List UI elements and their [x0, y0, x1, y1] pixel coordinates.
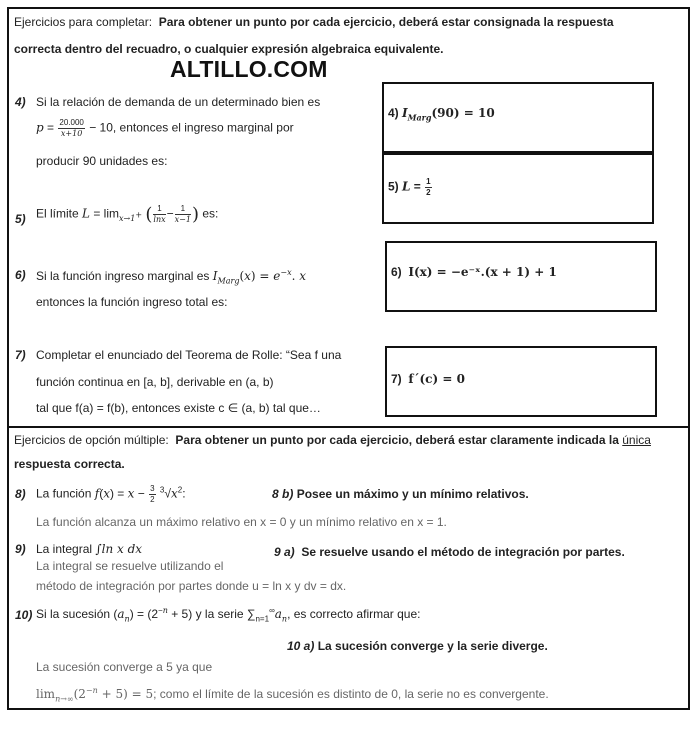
q4-number: 4)	[15, 95, 26, 109]
q4-line3: producir 90 unidades es:	[36, 154, 168, 168]
section1-header: Ejercicios para completar: Para obtener un punto por cada ejercicio, deberá estar consignada la respuesta	[14, 15, 614, 29]
q9-explanation1: La integral se resuelve utilizando el	[36, 559, 224, 573]
q10-answer: 10 a) La sucesión converge y la serie diverge.	[287, 639, 548, 653]
q8-line: La función f(x) = x − $\frac{3}{2}$ $^3√x^2$:	[36, 484, 186, 504]
section2-header: Ejercicios de opción múltiple: Para obtener un punto por cada ejercicio, deberá estar claramente indicada la única	[14, 433, 651, 447]
answer-6: 6) I(x) = −e⁻ˣ.(x + 1) + 1	[391, 265, 557, 279]
q4-line2: p = $\frac{20.000}{x+10}$ − 10, entonces el ingreso marginal por	[36, 118, 294, 138]
q9-number: 9)	[15, 542, 26, 556]
q10-line: Si la sucesión $(a_n) = (2^{-n} + 5)$ y la serie $\sum_{n=1}^\infty a_n$, es correcto afirmar que:	[36, 606, 421, 624]
q4-line1: Si la relación de demanda de un determinado bien es	[36, 95, 321, 109]
q5-number: 5)	[15, 212, 26, 226]
q7-line1: Completar el enunciado del Teorema de Rolle: “Sea f una	[36, 348, 342, 362]
q10-explanation1: La sucesión converge a 5 ya que	[36, 660, 213, 674]
answer-7: 7) f´(c) = 0	[391, 372, 465, 386]
section1-header-line2: correcta dentro del recuadro, o cualquier expresión algebraica equivalente.	[14, 42, 444, 56]
section2-header-line2: respuesta correcta.	[14, 457, 125, 471]
q7-line3: tal que f(a) = f(b), entonces existe c ∈ (a, b) tal que…	[36, 401, 321, 415]
q8-explanation: La función alcanza un máximo relativo en x = 0 y un mínimo relativo en x = 1.	[36, 515, 447, 529]
q6-line2: entonces la función ingreso total es:	[36, 295, 228, 309]
q6-line1: Si la función ingreso marginal es $I_{Marg}(x) = e^{-x}$. x	[36, 268, 307, 286]
q5-line: El límite $L = \lim_{x\to 1^+}$ ( $\frac{1}{\ln x}$ − $\frac{1}{x-1}$ ) es:	[36, 204, 219, 225]
answer-4: 4) $I_{Marg}(90) = 10$	[388, 106, 495, 123]
q10-number: 10)	[15, 608, 33, 622]
q7-number: 7)	[15, 348, 26, 362]
answer-5: 5) L = $\frac{1}{2}$	[388, 177, 431, 197]
q6-number: 6)	[15, 268, 26, 282]
q10-explanation2: $\lim_{n\to\infty}(2^{-n} + 5) = 5$; como el límite de la sucesión es distinto de 0, la serie no es convergente.	[36, 686, 549, 704]
q9-answer: 9 a) Se resuelve usando el método de integración por partes.	[274, 545, 625, 559]
q8-number: 8)	[15, 487, 26, 501]
q4-fraction: $\frac{20.000}{x+10}$	[59, 118, 84, 138]
q7-line2: función continua en [a, b], derivable en (a, b)	[36, 375, 274, 389]
section-divider	[7, 426, 690, 428]
logo: ALTILLO.COM	[170, 56, 328, 82]
q9-explanation2: método de integración por partes donde u = ln x y dv = dx.	[36, 579, 347, 593]
q8-answer: 8 b) Posee un máximo y un mínimo relativos.	[272, 487, 529, 501]
q9-line: La integral ∫ln x dx	[36, 542, 143, 556]
